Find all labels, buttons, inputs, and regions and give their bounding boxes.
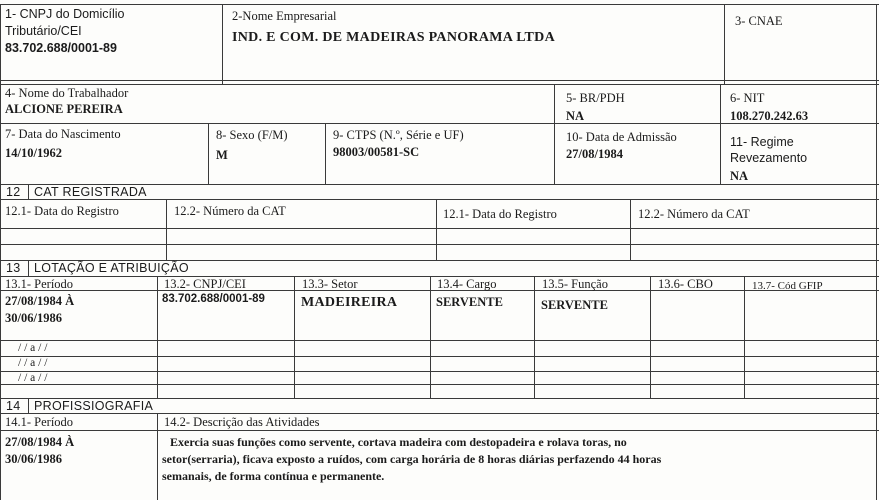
f11-label: 11- Regime xyxy=(730,135,794,149)
s13-blank-period: / / a / / xyxy=(18,372,48,384)
s13-header: 13.5- Função xyxy=(542,277,608,291)
rule-h xyxy=(0,84,879,85)
f9-label: 9- CTPS (N.º, Série e UF) xyxy=(333,128,464,142)
f3-label: 3- CNAE xyxy=(735,14,783,28)
section-14-title: PROFISSIOGRAFIA xyxy=(34,399,154,413)
rule-v xyxy=(166,199,167,260)
s13-header: 13.3- Setor xyxy=(302,277,358,291)
s13-period-end: 30/06/1986 xyxy=(5,311,62,325)
section-13-title: LOTAÇÃO E ATRIBUIÇÃO xyxy=(34,261,189,275)
rule-top xyxy=(0,4,879,5)
f1-value: 83.702.688/0001-89 xyxy=(5,41,117,55)
rule-v xyxy=(534,276,535,398)
rule-h xyxy=(0,371,879,372)
f4-value: ALCIONE PEREIRA xyxy=(5,102,123,116)
rule-v xyxy=(436,199,437,260)
f2-value: IND. E COM. DE MADEIRAS PANORAMA LTDA xyxy=(232,30,556,45)
s13-header: 13.7- Cód GFIP xyxy=(752,280,823,292)
f5-label: 5- BR/PDH xyxy=(566,91,625,105)
s13-setor: MADEIREIRA xyxy=(301,295,398,310)
section-14-number: 14 xyxy=(6,399,21,413)
rule-v xyxy=(720,84,721,184)
rule-v xyxy=(430,276,431,398)
rule-h xyxy=(0,228,879,229)
f7-value: 14/10/1962 xyxy=(5,146,62,160)
s13-header: 13.2- CNPJ/CEI xyxy=(164,277,246,291)
rule-left xyxy=(0,4,1,500)
s12-col-label: 12.1- Data do Registro xyxy=(5,204,119,218)
rule-h xyxy=(0,384,879,385)
s14-col-label: 14.2- Descrição das Atividades xyxy=(164,415,320,429)
rule-right xyxy=(876,4,877,500)
rule-v xyxy=(554,84,555,184)
rule-h xyxy=(0,244,879,245)
s14-description-line: Exercia suas funções como servente, cortava madeira com destopadeira e rolava toras, no xyxy=(170,435,627,449)
f10-value: 27/08/1984 xyxy=(566,147,623,161)
s12-col-label: 12.2- Número da CAT xyxy=(638,207,750,221)
s13-header: 13.6- CBO xyxy=(658,277,713,291)
f8-label: 8- Sexo (F/M) xyxy=(216,128,288,142)
rule-h xyxy=(0,123,879,124)
f8-value: M xyxy=(216,148,228,162)
rule-v xyxy=(630,199,631,260)
s13-blank-period: / / a / / xyxy=(18,342,48,354)
f1-label: Tributário/CEI xyxy=(5,24,82,38)
rule-v xyxy=(650,276,651,398)
rule-v xyxy=(28,184,29,199)
rule-v xyxy=(28,260,29,276)
rule-h xyxy=(0,199,879,200)
s12-col-label: 12.1- Data do Registro xyxy=(443,207,557,221)
f7-label: 7- Data do Nascimento xyxy=(5,127,121,141)
rule-h xyxy=(0,430,879,431)
s13-period-start: 27/08/1984 À xyxy=(5,294,75,308)
f6-value: 108.270.242.63 xyxy=(730,109,809,123)
rule-v xyxy=(724,4,725,84)
rule-h xyxy=(0,413,879,414)
f11-value: NA xyxy=(730,169,749,183)
rule-v xyxy=(294,276,295,398)
f4-label: 4- Nome do Trabalhador xyxy=(5,86,129,100)
s14-period-end: 30/06/1986 xyxy=(5,452,62,466)
s14-description-line: setor(serraria), ficava exposto a ruídos, com carga horária de 8 horas diárias perfazendo 44 horas xyxy=(162,452,662,466)
f10-label: 10- Data de Admissão xyxy=(566,130,677,144)
s13-header: 13.1- Período xyxy=(5,277,74,291)
s14-col-label: 14.1- Período xyxy=(5,415,74,429)
rule-h xyxy=(0,356,879,357)
section-12-title: CAT REGISTRADA xyxy=(34,185,147,199)
f5-value: NA xyxy=(566,109,585,123)
f9-value: 98003/00581-SC xyxy=(333,145,420,159)
s13-cargo: SERVENTE xyxy=(436,295,503,309)
rule-v xyxy=(157,276,158,398)
rule-h xyxy=(0,340,879,341)
s13-blank-period: / / a / / xyxy=(18,357,48,369)
rule-v xyxy=(744,276,745,398)
f1-label: 1- CNPJ do Domicílio xyxy=(5,7,125,21)
rule-v xyxy=(157,413,158,500)
rule-v xyxy=(28,398,29,413)
f11-label: Revezamento xyxy=(730,151,808,165)
s13-header: 13.4- Cargo xyxy=(437,277,497,291)
f6-label: 6- NIT xyxy=(730,91,765,105)
s13-cnpj: 83.702.688/0001-89 xyxy=(162,293,265,305)
rule-v xyxy=(222,4,223,84)
rule-v xyxy=(208,123,209,184)
section-13-number: 13 xyxy=(6,261,21,275)
rule-h xyxy=(0,80,879,81)
s13-funcao: SERVENTE xyxy=(541,298,608,312)
s12-col-label: 12.2- Número da CAT xyxy=(174,204,286,218)
s14-description-line: semanais, de forma contínua e permanente. xyxy=(162,469,385,483)
s14-period-start: 27/08/1984 À xyxy=(5,435,75,449)
rule-v xyxy=(325,123,326,184)
f2-label: 2-Nome Empresarial xyxy=(232,9,337,23)
section-12-number: 12 xyxy=(6,185,21,199)
